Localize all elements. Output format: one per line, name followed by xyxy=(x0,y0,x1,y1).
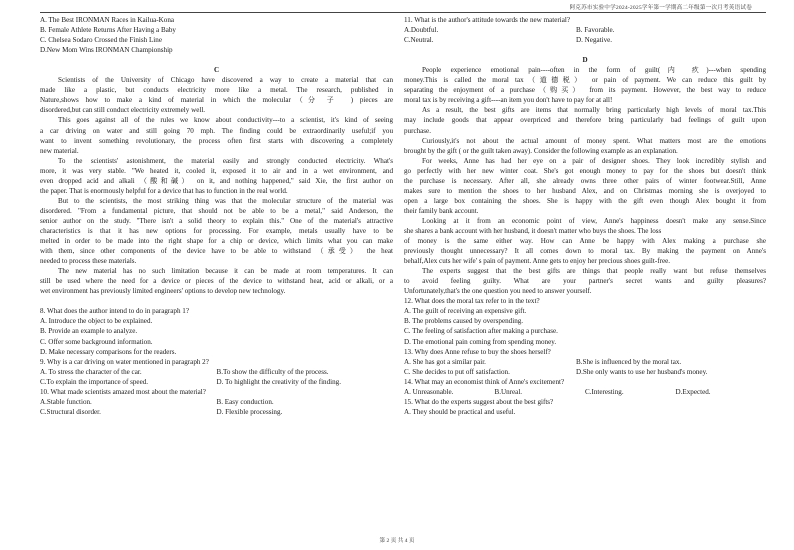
q11-options-row xyxy=(404,25,766,35)
right-column xyxy=(404,15,766,417)
passage-d-line: moral tax is by receiving a gift----an item you don't have to pay for at all! xyxy=(404,96,613,105)
q12-option: B. The problems caused by overspending. xyxy=(404,317,524,326)
header-rule xyxy=(40,12,766,13)
q11-option-a: A.Doubtful. xyxy=(404,26,439,35)
passage-d-line: purchase. xyxy=(404,126,431,135)
q8-option: D. Make necessary comparisons for the readers. xyxy=(40,347,177,356)
q10-options-row xyxy=(40,407,393,417)
q11-option-b: B. Favorable. xyxy=(576,26,615,35)
option-line: A. The Best IRONMAN Races in Kailua-Kona xyxy=(40,16,175,24)
q14-options-row xyxy=(404,387,766,397)
option-line: C. Chelsea Sodaro Crossed the Finish Line xyxy=(40,36,162,45)
passage-d-line: the purchase is necessary. After all, she already owns three other pairs of winter footwear.Still, Anne xyxy=(404,176,766,185)
option-line: B. Female Athlete Returns After Having a Baby xyxy=(40,26,176,35)
q8-option: C. Offer some background information. xyxy=(40,337,153,346)
q9-options-row xyxy=(40,367,393,377)
passage-d-line: Looking at it from an economic point of view, Anne's happiness doesn't make any sense.Since xyxy=(422,216,766,225)
q14-option-c: C.Interesting. xyxy=(585,387,624,396)
passage-c-heading: C xyxy=(213,66,220,75)
passage-c-line: wet environment has previously limited engineers' options to develop new technology. xyxy=(40,287,286,296)
passage-c-line: This goes against all of the rules we know about conductivity---to a scientist, it's kind of seeing xyxy=(58,116,393,125)
q10-option-b: B. Easy conduction. xyxy=(216,397,274,406)
passage-c-line: with them, since other components of the device have to be able to withstand （承受） the heat xyxy=(40,247,393,256)
q14-option-a: A. Unreasonable. xyxy=(404,387,454,396)
q14-stem: 14. What may an economist think of Anne's excitement? xyxy=(404,377,565,386)
passage-c-line: a car driving on water and still going 70 mph. The finding could be extraordinarily useful;if you xyxy=(40,126,393,135)
q8-option: B. Provide an example to analyze. xyxy=(40,327,138,336)
passage-c-line: new material. xyxy=(40,146,79,155)
q14-option-b: B.Unreal. xyxy=(494,387,523,396)
passage-d-line: may include goods that appear overpriced and therefore bring particularly bad feelings of guilt upon xyxy=(404,116,766,125)
passage-c-line: Scientists of the University of Chicago have discovered a way to create a material that can xyxy=(58,76,393,85)
q9-options-row xyxy=(40,377,393,387)
q14-option-d: D.Expected. xyxy=(675,387,711,396)
passage-c-line: more, it was very stable. "We heated it, cooled it, exposed it to air and in a wet environment, and xyxy=(40,166,393,175)
q13-option-d: D.She only wants to use her husband's money. xyxy=(576,367,708,376)
q11-option-d: D. Negative. xyxy=(576,36,613,45)
passage-d-line: their family bank account. xyxy=(404,206,479,215)
q10-option-c: C.Structural disorder. xyxy=(40,407,101,416)
passage-c-line: senior author on the study. "There isn't a solid theory to explain this." One of the material's attractive xyxy=(40,216,393,225)
q8-option: A. Introduce the object to be explained. xyxy=(40,317,153,326)
passage-d-line: separating the enjoyment of a purchase（购买） from its payment. However, the best way to reduce xyxy=(404,86,766,95)
q13-options-row xyxy=(404,357,766,367)
passage-d-line: Unfortunately,that's the one question you need to answer yourself. xyxy=(404,287,592,296)
q13-option-b: B.She is influenced by the moral tax. xyxy=(576,357,682,366)
q12-option: C. The feeling of satisfaction after making a purchase. xyxy=(404,327,558,336)
q10-option-a: A.Stable function. xyxy=(40,397,92,406)
q11-options-row xyxy=(404,35,766,45)
passage-c-line: To the scientists' astonishment, the material easily and strongly conducted electricity. What's xyxy=(58,156,393,165)
q13-options-row xyxy=(404,367,766,377)
passage-c-line: still be used where the need for a device or pieces of the device to withstand heat, acid or alkali, or a xyxy=(40,277,393,286)
passage-c-line: Nature,shows how to make a kind of material in which the molecular（分 子 ) pieces are xyxy=(40,96,393,105)
passage-c-line: want to invent something revolutionary, the process often first starts with discovering a completely xyxy=(40,136,393,145)
passage-c-line: The new material has no such limitation because it can be made at room temperatures. It can xyxy=(58,267,393,276)
q9-option-c: C.To explain the importance of speed. xyxy=(40,377,149,386)
q12-option: D. The emotional pain coming from spending money. xyxy=(404,337,557,346)
passage-c-line: disordered. "From a fundamental picture, that should not be able to be a metal," said Anderson, the xyxy=(40,206,393,215)
page-number: 第 2 页 共 4 页 xyxy=(379,538,415,544)
q10-stem: 10. What made scientists amazed most about the material? xyxy=(40,387,206,396)
q8-stem: 8. What does the author intend to do in paragraph 1? xyxy=(40,307,189,316)
passage-d-line: People experience emotional pain----often in the form of guilt(内 疚)---when spending xyxy=(422,66,766,75)
passage-d-line: behalf,Alex cuts her wife' s pain of payment. Anne gets to enjoy her precious shoes guilt-free. xyxy=(404,257,671,266)
passage-d-line: money.This is called the moral tax（道德税） or pain of payment. We can reduce this guilt by xyxy=(404,76,766,85)
q13-option-c: C. She decides to put off satisfaction. xyxy=(404,367,510,376)
passage-d-line: The experts suggest that the best gifts are things that people really want but refuse themselves xyxy=(422,267,766,276)
left-column xyxy=(40,15,393,417)
passage-d-line: makes sure to mention the shoes to her husband Alex, and on Christmas morning she is overjoyed to xyxy=(404,186,766,195)
q9-stem: 9. Why is a car driving on water mentioned in paragraph 2? xyxy=(40,357,209,366)
option-line: D.New Mom Wins IRONMAN Championship xyxy=(40,46,173,55)
passage-d-line: brought by the gift ( or the guilt taken away). Consider the following example as an explanation. xyxy=(404,146,678,155)
passage-d-line: previously thought unnecessary? It all comes down to moral tax. By making the payment on Anne's xyxy=(404,247,766,256)
passage-d-line: open a large box containing the shoes. She is happy with the gift even though Alex bought it from xyxy=(404,196,766,205)
exam-header: 阿克苏市实验中学2024-2025学年第一学期高二年级第一次月考英语试卷 xyxy=(569,5,752,11)
q12-option: A. The guilt of receiving an expensive gift. xyxy=(404,307,527,316)
passage-c-line: the paper. That is enormously helpful for a device that has to function in the real world. xyxy=(40,186,288,195)
passage-d-line: of money is the same either way. How can Anne be happy with Alex making a purchase she xyxy=(404,237,766,246)
q9-option-b: B.To show the difficulty of the process. xyxy=(216,367,329,376)
passage-d-heading: D xyxy=(582,56,588,65)
passage-d-line: For weeks, Anne has had her eye on a pair of designer shoes. They look incredibly stylish and xyxy=(422,156,766,165)
passage-d-line: go perfectly with her new winter coat. She's got enough money to pay for the shoes but doesn't think xyxy=(404,166,766,175)
q15-stem: 15. What do the experts suggest about the best gifts? xyxy=(404,397,554,406)
q10-options-row xyxy=(40,397,393,407)
passage-c-line: disordered,but can still conduct electricity extremely well. xyxy=(40,106,206,115)
passage-c-line: needed to process these materials. xyxy=(40,257,137,266)
passage-c-line: melted in order to be made into the right shape for a chip or device, which limits what you can make xyxy=(40,237,393,246)
passage-d-line: Curiously,it's not about the actual amount of money spent. What matters most are the emotions xyxy=(422,136,766,145)
q9-option-a: A. To stress the character of the car. xyxy=(40,367,142,376)
q9-option-d: D. To highlight the creativity of the finding. xyxy=(216,377,341,386)
q11-stem: 11. What is the author's attitude towards the new material? xyxy=(404,16,570,24)
passage-c-line: characteristics is that it has new options for processing. For example, metals usually have to be xyxy=(40,226,393,235)
q10-option-d: D. Flexible processing. xyxy=(216,407,283,416)
passage-c-line: even dropped acid and alkali （酸和碱） on it, and nothing happened," said Xie, the first author on xyxy=(40,176,393,185)
q13-stem: 13. Why does Anne refuse to buy the shoes herself? xyxy=(404,347,551,356)
passage-d-line: she shares a bank account with her husband, it doesn't matter who buys the shoes. The loss xyxy=(404,226,662,235)
passage-c-line: made like a plastic, but conducts electricity more like a metal. The research, published in xyxy=(40,86,393,95)
passage-d-line: As a result, the best gifts are items that normally bring particularly high levels of moral tax.This xyxy=(422,106,766,115)
passage-c-line: But to the scientists, the most striking thing was that the molecular structure of the material was xyxy=(58,196,393,205)
q15-option-a: A. They should be practical and useful. xyxy=(404,407,516,416)
passage-d-line: to avoid feeling guilty. What are your partner's secret wants and guilty pleasures? xyxy=(404,277,766,286)
q12-stem: 12. What does the moral tax refer to in the text? xyxy=(404,297,540,306)
q13-option-a: A. She has got a similar pair. xyxy=(404,357,486,366)
q11-option-c: C.Neutral. xyxy=(404,36,434,45)
